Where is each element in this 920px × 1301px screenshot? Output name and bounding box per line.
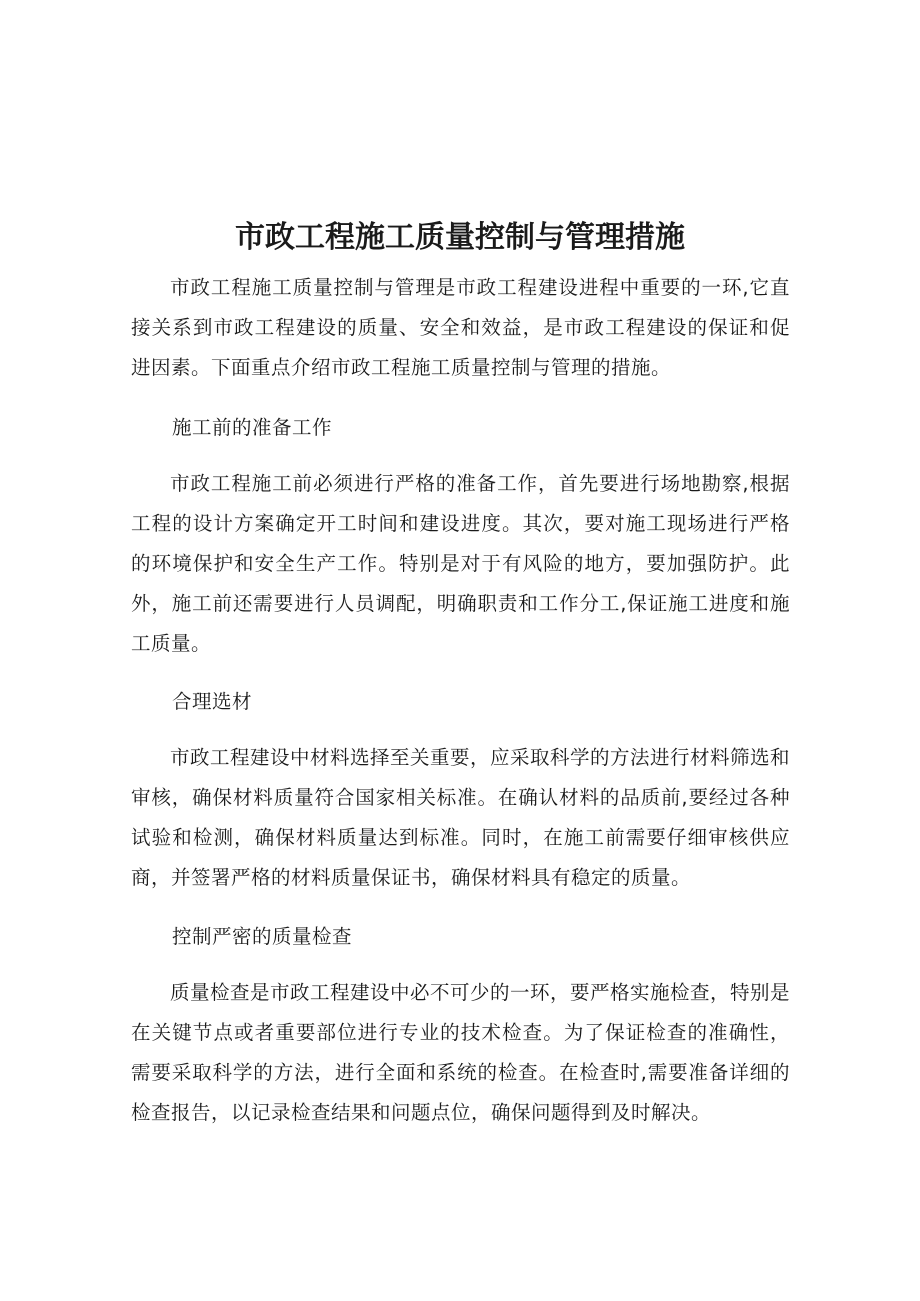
section-heading-inspection: 控制严密的质量检查 — [172, 925, 353, 948]
intro-paragraph: 市政工程施工质量控制与管理是市政工程建设进程中重要的一环,它直接关系到市政工程建设的质量、安全和效益，是市政工程建设的保证和促进因素。下面重点介绍市政工程施工质量控制与管理的措施。 — [131, 276, 790, 379]
section-body-material: 市政工程建设中材料选择至关重要，应采取科学的方法进行材料筛选和审核，确保材料质量符合国家相关标准。在确认材料的品质前,要经过各种试验和检测，确保材料质量达到标准。同时，在施工前需要仔细审核供应商，并签署严格的材料质量保证书，确保材料具有稳定的质量。 — [131, 746, 791, 889]
section-body-inspection: 质量检查是市政工程建设中必不可少的一环，要严格实施检查，特别是在关键节点或者重要部位进行专业的技术检查。为了保证检查的准确性，需要采取科学的方法，进行全面和系统的检查。在检查时,需要准备详细的检查报告，以记录检查结果和问题点位，确保问题得到及时解决。 — [131, 981, 791, 1124]
document-title: 市政工程施工质量控制与管理措施 — [235, 220, 685, 255]
section-heading-preparation: 施工前的准备工作 — [172, 416, 333, 439]
section-heading-material: 合理选材 — [172, 690, 253, 713]
section-body-preparation: 市政工程施工前必须进行严格的准备工作，首先要进行场地勘察,根据工程的设计方案确定开工时间和建设进度。其次，要对施工现场进行严格的环境保护和安全生产工作。特别是对于有风险的地方，要加强防护。此外，施工前还需要进行人员调配，明确职责和工作分工,保证施工进度和施工质量。 — [131, 472, 790, 655]
